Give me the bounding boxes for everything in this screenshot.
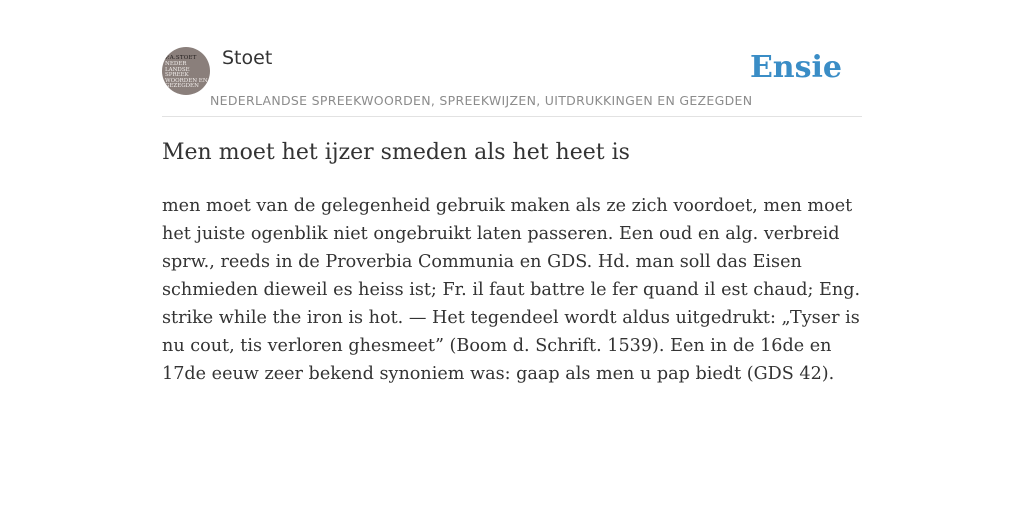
entry-definition: men moet van de gelegenheid gebruik maken als ze zich voordoet, men moet het juiste ogenblik niet ongebruikt laten passeren. Een oud en alg. verbreid sprw., reeds in de Proverbia Communia en GDS. Hd. man soll das Eisen schmieden dieweil es heiss ist; Fr. il faut battre le fer quand il est chaud; Eng. strike while the iron is hot. — Het tegendeel wordt aldus uitgedrukt: „Tyser is nu cout, tis verloren ghesmeet” (Boom d. Schrift. 1539). Een in de 16de en 17de eeuw zeer bekend synoniem was: gaap als men u pap biedt (GDS 42).: [162, 196, 861, 384]
cover-title-line: WOORDEN EN: [165, 77, 208, 84]
cover-title-line: NEDER: [165, 61, 187, 67]
brand-logo[interactable]: Ensie: [749, 50, 842, 85]
author-name[interactable]: Stoet: [222, 47, 273, 69]
cover-title-line: SPREEK: [165, 72, 189, 79]
book-cover-image[interactable]: [162, 47, 210, 95]
book-title[interactable]: NEDERLANDSE SPREEKWOORDEN, SPREEKWIJZEN, UITDRUKKINGEN EN GEZEGDEN: [210, 93, 753, 108]
cover-title-line: GEZEGDEN: [165, 83, 199, 90]
cover-title-text: [165, 62, 210, 90]
cover-title-line: LANDSE: [165, 66, 190, 73]
book-header: [162, 46, 862, 117]
cover-author-text: P.A.STOET: [165, 55, 197, 61]
entry-title: Men moet het ijzer smeden als het heet is: [162, 140, 630, 165]
